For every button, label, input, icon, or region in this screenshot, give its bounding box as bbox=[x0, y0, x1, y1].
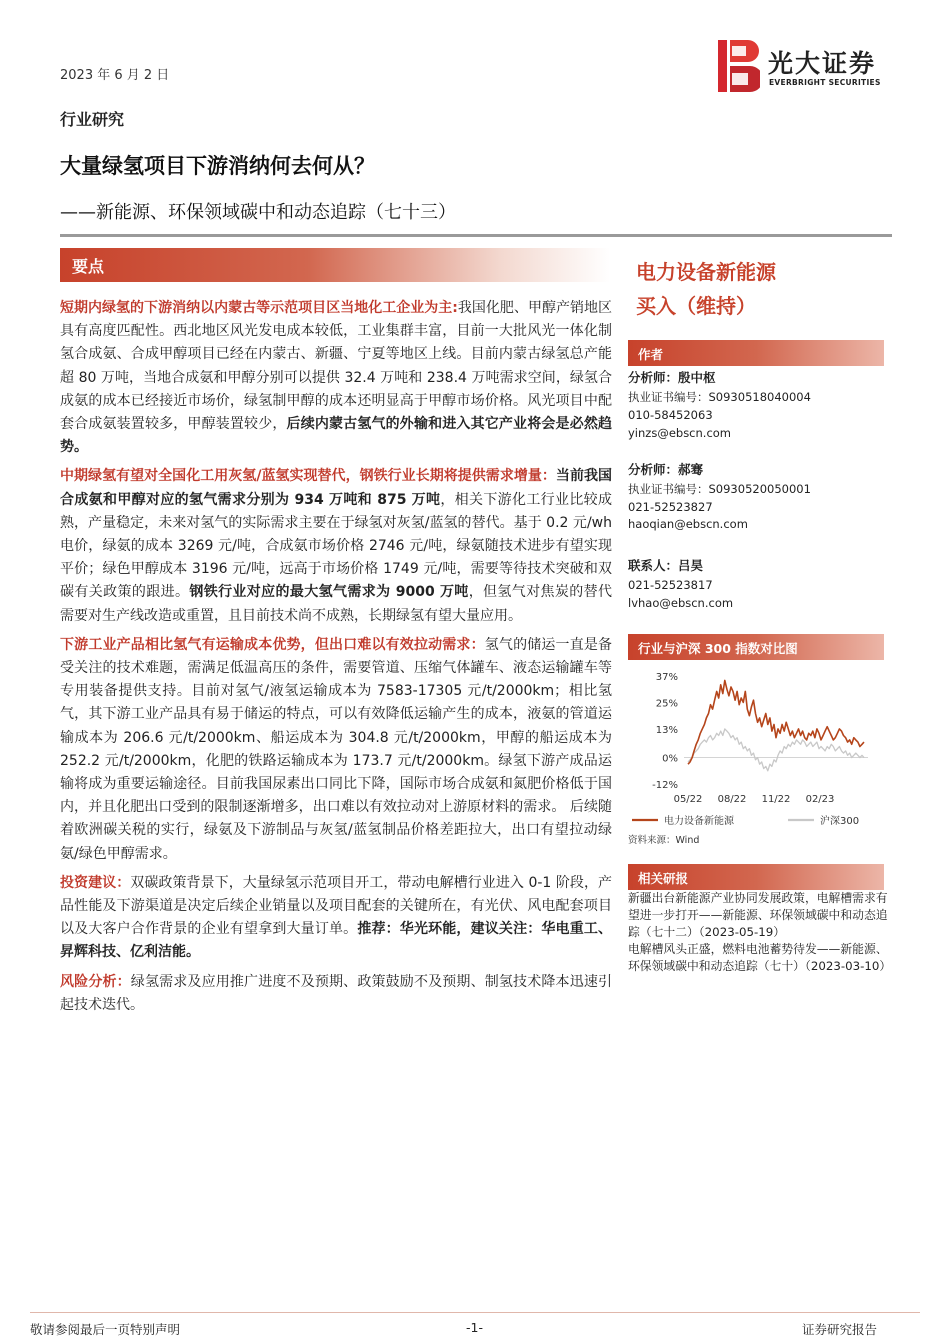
investment-advice-heading: 投资建议： bbox=[60, 874, 131, 891]
report-category: 行业研究 bbox=[60, 110, 125, 129]
keypoint-paragraph-1 bbox=[60, 297, 612, 459]
chart-legend bbox=[632, 814, 859, 827]
keypoints-body bbox=[60, 297, 612, 1023]
everbright-logo bbox=[718, 40, 898, 92]
keypoint-paragraph-5 bbox=[60, 971, 612, 1017]
analyst-2-email[interactable]: haoqian@ebscn.com bbox=[628, 517, 748, 531]
report-date: 2023 年 6 月 2 日 bbox=[60, 68, 170, 83]
chart-source: 资料来源：Wind bbox=[628, 835, 700, 846]
keypoint-3-text: 氢气的储运一直是备受关注的技术难题，需满足低温高压的条件，需要管道、压缩气体罐车、液态运输罐车等专用装备提供支持。目前对氢气/液氢运输成本为 7583-17305 元/t/2000km；相比氢气，其下游工业产品具有易于储运的特点，可以有效降低运输产生的成本，液氨的管道运输成本为 206.6 元/t/2000km、船运成本为 304.8 元/t/2000km，甲醇的船运成本为 252.2 元/t/2000km，化肥的铁路运输成本为 173.7 元/t/2000km。绿氢下游产成品运输将成为重要运输途径。目前我国尿素出口同比下降，国际市场合成氨和氮肥价格低于国内，并且化肥出口受到的限制逐渐增多，出口难以有效拉动对上游原材料的需求。 后续随着欧洲碳关税的实行，绿氨及下游制品与灰氢/蓝氢制品价格差距拉大，出口有望拉动绿氨/绿色甲醇需求。 bbox=[60, 636, 613, 862]
keypoint-1-text: 我国化肥、甲醇产销地区具有高度匹配性。西北地区风光发电成本较低，工业集群丰富，目前一大批风光一体化制氢合成氨、合成甲醇项目已经在内蒙古、新疆、宁夏等地区上线。目前内蒙古绿氢总产能超 80 万吨，当地合成氨和甲醇分别可以提供 32.4 万吨和 238.4 万吨需求空间，绿氢合成氨的成本已经接近市场价，绿氢制甲醇的成本还明显高于甲醇市场价格。风光项目中配套合成氨装置较多，甲醇装置较少， bbox=[60, 300, 613, 433]
x-tick-label: 11/22 bbox=[761, 794, 791, 805]
keypoint-paragraph-3 bbox=[60, 634, 612, 866]
y-tick-label: 25% bbox=[655, 698, 678, 710]
keypoint-2-text-1: ，相关下游化工行业比较成熟，产量稳定，未来对氢气的实际需求主要在于绿氢对灰氢/蓝氢的替代。基于 0.2 元/wh 电价，绿氨的成本 3269 元/吨，合成氨市场价格 2746 元/吨，绿氨随技术进步有望实现平价；绿色甲醇成本 3196 元/吨，远高于市场价格 1749 元/吨，需要等待技术突破和双碳有关政策的跟进。 bbox=[60, 491, 612, 601]
contact-phone: 021-52523817 bbox=[628, 578, 713, 592]
authors-label: 作者 bbox=[638, 347, 664, 362]
analyst-2-phone: 021-52523827 bbox=[628, 500, 713, 514]
analyst-2-cert: 执业证书编号：S0930520050001 bbox=[628, 482, 811, 496]
investment-advice-text: 双碳政策背景下，大量绿氢示范项目开工，带动电解槽行业进入 0-1 阶段，产品性能及下游渠道是决定后续企业销量以及项目配套的关键所在，有光伏、风电配套项目以及大客户合作背景的企业有望拿到大量订单。 bbox=[60, 874, 613, 938]
legend-industry-label: 电力设备新能源 bbox=[664, 816, 734, 827]
authors-banner bbox=[628, 340, 884, 366]
related-report-2[interactable]: 电解槽风头正盛，燃料电池蓄势待发——新能源、环保领域碳中和动态追踪（七十）（2023-03-10） bbox=[628, 942, 892, 973]
risk-analysis-heading: 风险分析： bbox=[60, 973, 131, 990]
footer-disclaimer: 敬请参阅最后一页特别声明 bbox=[30, 1322, 181, 1337]
keypoints-label: 要点 bbox=[72, 257, 105, 276]
keypoint-1-conclusion: 后续内蒙古氢气的外输和进入其它产业将会是必然趋势。 bbox=[60, 416, 613, 456]
keypoint-paragraph-4 bbox=[60, 872, 612, 965]
keypoint-2-bold-1: 当前我国合成氨和甲醇对应的氢气需求分别为 934 万吨和 875 万吨 bbox=[60, 468, 612, 508]
x-tick-label: 02/23 bbox=[805, 794, 835, 805]
x-tick-label: 05/22 bbox=[673, 794, 703, 805]
header-divider bbox=[60, 234, 892, 237]
related-report-1[interactable]: 新疆出台新能源产业协同发展政策，电解槽需求有望进一步打开——新能源、环保领域碳中和动态追踪（七十二）（2023-05-19） bbox=[628, 891, 888, 939]
page-number: -1- bbox=[466, 1320, 483, 1335]
y-tick-label: -12% bbox=[652, 780, 678, 791]
investment-recommendation: 推荐：华光环能，建议关注：华电重工、昇辉科技、亿利洁能。 bbox=[60, 921, 613, 961]
chart-label: 行业与沪深 300 指数对比图 bbox=[638, 641, 798, 656]
rating: 买入（维持） bbox=[636, 294, 756, 318]
logo-english-name: EVERBRIGHT SECURITIES bbox=[769, 78, 881, 87]
chart-series bbox=[688, 680, 864, 770]
report-title: 大量绿氢项目下游消纳何去何从？ bbox=[60, 154, 375, 178]
keypoint-3-heading: 下游工业产品相比氢气有运输成本优势，但出口难以有效拉动需求： bbox=[60, 636, 485, 653]
contact-email[interactable]: lvhao@ebscn.com bbox=[628, 596, 734, 610]
x-tick-label: 08/22 bbox=[717, 794, 747, 805]
risk-analysis-text: 绿氢需求及应用推广进度不及预期、政策鼓励不及预期、制氢技术降本迅速引起技术迭代。 bbox=[60, 973, 613, 1013]
analyst-1-cert: 执业证书编号：S0930518040004 bbox=[628, 390, 811, 404]
legend-hs300-label: 沪深300 bbox=[820, 816, 860, 827]
analyst-1-phone: 010-58452063 bbox=[628, 408, 713, 422]
keypoint-2-text-2: ，但氢气对焦炭的替代需要对生产线改造或重置，且目前技术尚不成熟，长期绿氢有望大量应用。 bbox=[60, 584, 613, 624]
contact-name: 联系人：吕昊 bbox=[628, 558, 704, 573]
y-tick-label: 37% bbox=[655, 672, 678, 683]
industry-index-line bbox=[688, 680, 864, 764]
index-comparison-chart bbox=[628, 664, 890, 832]
footer-report-type: 证券研究报告 bbox=[802, 1322, 878, 1337]
analyst-1-email[interactable]: yinzs@ebscn.com bbox=[628, 426, 732, 440]
y-tick-label: 0% bbox=[662, 753, 678, 765]
analyst-2-name: 分析师：郝骞 bbox=[628, 462, 704, 477]
related-label: 相关研报 bbox=[638, 871, 689, 886]
report-subtitle: ——新能源、环保领域碳中和动态追踪（七十三） bbox=[60, 202, 456, 223]
logo-mark-icon bbox=[718, 40, 760, 92]
keypoint-paragraph-2 bbox=[60, 465, 612, 627]
footer-divider bbox=[30, 1312, 920, 1313]
keypoint-2-bold-2: 钢铁行业对应的最大氢气需求为 9000 万吨 bbox=[189, 584, 469, 601]
keypoints-banner bbox=[60, 248, 610, 282]
related-reports bbox=[628, 890, 894, 975]
y-tick-label: 13% bbox=[655, 724, 678, 736]
analyst-1-name: 分析师：殷中枢 bbox=[628, 370, 716, 385]
keypoint-1-heading: 短期内绿氢的下游消纳以内蒙古等示范项目区当地化工企业为主: bbox=[60, 300, 458, 316]
keypoint-2-heading: 中期绿氢有望对全国化工用灰氢/蓝氢实现替代，钢铁行业长期将提供需求增量： bbox=[60, 468, 556, 485]
sector-name: 电力设备新能源 bbox=[636, 260, 776, 284]
logo-chinese-name: 光大证券 bbox=[768, 49, 877, 78]
